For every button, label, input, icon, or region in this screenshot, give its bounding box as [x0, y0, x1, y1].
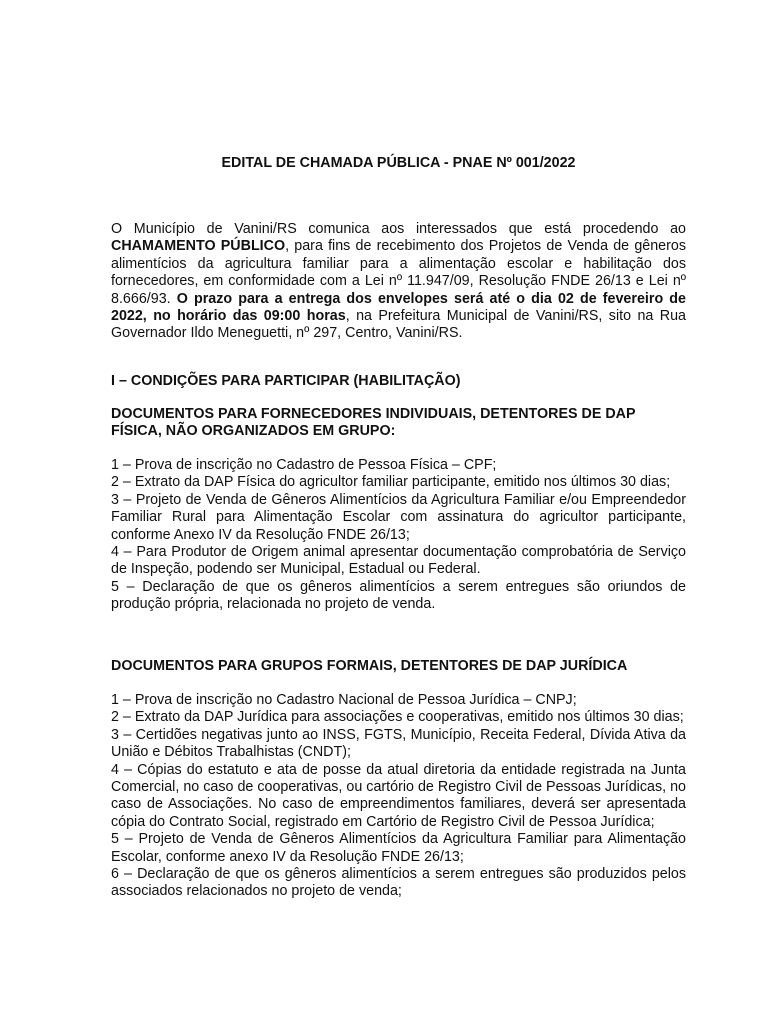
list-item: 5 – Declaração de que os gêneros alimentícios a serem entregues são oriundos de produção própria, relacionada no projeto de venda. [111, 578, 686, 613]
intro-text-3: , na Prefeitura Municipal de Vanini/RS, sito na Rua Governador Ildo Meneguetti, nº 297, Centro, Vanini/RS. [111, 308, 686, 342]
list-item: 3 – Certidões negativas junto ao INSS, FGTS, Município, Receita Federal, Dívida Ativa da União e Débitos Trabalhistas (CNDT); [111, 726, 686, 761]
list-item: 4 – Cópias do estatuto e ata de posse da atual diretoria da entidade registrada na Junta Comercial, no caso de cooperativas, ou cartório de Registro Civil de Pessoas Jurídicas, no caso de Associações. No caso de empreendimentos familiares, deverá ser apresentada cópia do Contrato Social, registrado em Cartório de Registro Civil de Pessoa Jurídica; [111, 761, 686, 830]
list-item: 1 – Prova de inscrição no Cadastro Nacional de Pessoa Jurídica – CNPJ; [111, 692, 577, 708]
list-item: 3 – Projeto de Venda de Gêneros Alimentícios da Agricultura Familiar e/ou Empreendedor Familiar Rural para Alimentação Escolar com assinatura do agricultor participante, conforme Anexo IV da Resolução FNDE 26/13; [111, 491, 686, 543]
formal-documents-list [111, 692, 686, 901]
intro-bold-chamamento: CHAMAMENTO PÚBLICO [111, 238, 286, 255]
intro-bold-prazo: O prazo para a entrega dos envelopes será até o dia 02 de fevereiro de 2022, no horário das 09:00 horas [111, 290, 686, 325]
intro-paragraph [111, 221, 686, 343]
document-title: EDITAL DE CHAMADA PÚBLICA - PNAE Nº 001/2022 [221, 155, 576, 171]
list-item: 6 – Declaração de que os gêneros alimentícios a serem entregues são produzidos pelos associados relacionados no projeto de venda; [111, 866, 686, 900]
list-item: 1 – Prova de inscrição no Cadastro de Pessoa Física – CPF; [111, 457, 497, 473]
list-item: 2 – Extrato da DAP Jurídica para associações e cooperativas, emitido nos últimos 30 dias; [111, 709, 684, 726]
heading-individual-suppliers: DOCUMENTOS PARA FORNECEDORES INDIVIDUAIS, DETENTORES DE DAP FÍSICA, NÃO ORGANIZADOS EM GRUPO: [111, 406, 636, 440]
list-item: 5 – Projeto de Venda de Gêneros Alimentícios da Agricultura Familiar para Alimentação Escolar, conforme anexo IV da Resolução FNDE 26/13; [111, 831, 686, 865]
list-item: 2 – Extrato da DAP Física do agricultor familiar participante, emitido nos últimos 30 dias; [111, 474, 671, 491]
heading-formal-groups: DOCUMENTOS PARA GRUPOS FORMAIS, DETENTORES DE DAP JURÍDICA [111, 658, 628, 674]
intro-text-2: , para fins de recebimento dos Projetos de Venda de gêneros alimentícios da agricultura familiar para a alimentação escolar e habilitação dos fornecedores, em conformidade com a Lei nº 11.947/09, Resolução FNDE 26/13 e Lei nº 8.666/93. [111, 238, 686, 307]
section-heading-conditions: I – CONDIÇÕES PARA PARTICIPAR (HABILITAÇÃO) [111, 373, 461, 389]
list-item: 4 – Para Produtor de Origem animal apresentar documentação comprobatória de Serviço de Inspeção, podendo ser Municipal, Estadual ou Federal. [111, 544, 686, 578]
individual-documents-list [111, 457, 686, 614]
intro-text-1: O Município de Vanini/RS comunica aos interessados que está procedendo ao [111, 221, 686, 237]
